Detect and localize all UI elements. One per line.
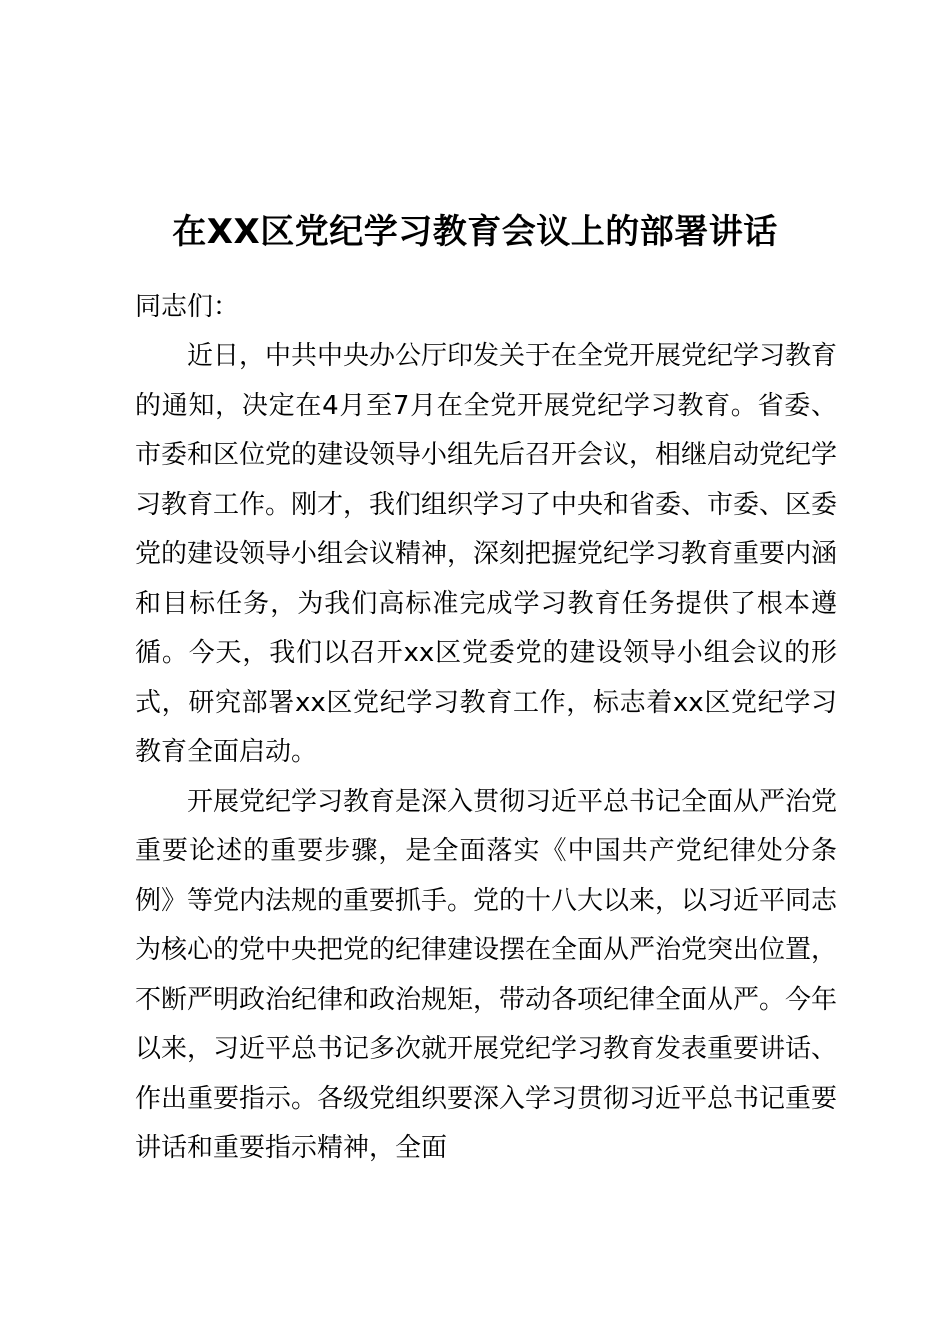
document-body [135,283,837,1174]
paragraph-1: 近日，中共中央办公厅印发关于在全党开展党纪学习教育的通知，决定在4月至7月在全党开展党纪学习教育。省委、市委和区位党的建设领导小组先后召开会议，相继启动党纪学习教育工作。刚才，我们组织学习了中央和省委、市委、区委党的建设领导小组会议精神，深刻把握党纪学习教育重要内涵和目标任务，为我们高标准完成学习教育任务提供了根本遵循。今天，我们以召开xx区党委党的建设领导小组会议的形式，研究部署xx区党纪学习教育工作，标志着xx区党纪学习教育全面启动。 [135,341,838,767]
document-title: 在XX区党纪学习教育会议上的部署讲话 [172,212,778,252]
salutation: 同志们： [135,292,240,322]
paragraph-2: 开展党纪学习教育是深入贯彻习近平总书记全面从严治党重要论述的重要步骤，是全面落实《中国共产党纪律处分条例》等党内法规的重要抓手。党的十八大以来，以习近平同志为核心的党中央把党的纪律建设摆在全面从严治党突出位置，不断严明政治纪律和政治规矩，带动各项纪律全面从严。今年以来，习近平总书记多次就开展党纪学习教育发表重要讲话、作出重要指示。各级党组织要深入学习贯彻习近平总书记重要讲话和重要指示精神，全面 [135,786,838,1163]
